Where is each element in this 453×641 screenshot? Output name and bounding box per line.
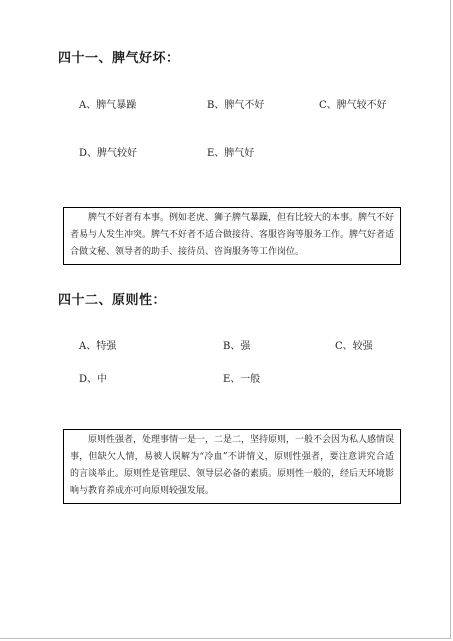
q42-option-e: E、一般 xyxy=(223,374,261,385)
q42-option-b: B、强 xyxy=(223,341,251,352)
question-42-title: 四十二、原则性： xyxy=(58,293,167,308)
q42-option-c: C、较强 xyxy=(335,341,373,352)
q41-option-d: D、脾气较好 xyxy=(79,148,138,159)
q41-explanation-box: 脾气不好者有本事。例如老虎、狮子脾气暴躁，但有比较大的本事。脾气不好者易与人发生冲突。脾气不好者不适合做接待、客服咨询等服务工作。脾气好者适合做文秘、领导者的助手、接待员、咨询服务等工作岗位。 xyxy=(63,207,401,265)
q42-explanation-box: 原则性强者，处理事情一是一，二是二，坚持原则，一般不会因为私人感情误事，但缺欠人情，易被人误解为“冷血”不讲情义，原则性强者，要注意讲究合适的言谈举止。原则性是管理层、领导层必备的素质。原则性一般的，经后天环境影响与教育养成亦可向原则较强发展。 xyxy=(63,429,401,504)
q41-option-e: E、脾气好 xyxy=(207,148,255,159)
q42-option-a: A、特强 xyxy=(79,341,117,352)
question-41-title: 四十一、脾气好坏： xyxy=(58,51,180,66)
q41-option-c: C、脾气较不好 xyxy=(319,100,387,111)
q41-option-a: A、脾气暴躁 xyxy=(79,100,137,111)
q42-option-d: D、中 xyxy=(79,374,108,385)
q41-option-b: B、脾气不好 xyxy=(207,100,265,111)
